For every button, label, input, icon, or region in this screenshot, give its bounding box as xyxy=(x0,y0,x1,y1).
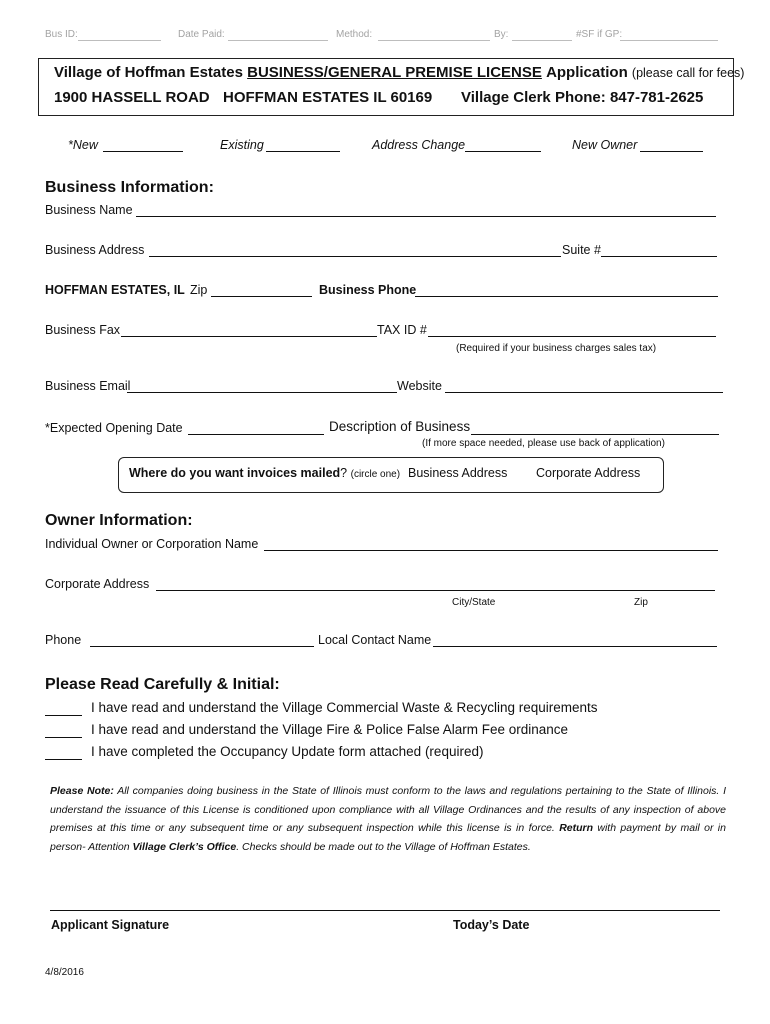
ack-false-alarm: I have read and understand the Village Fire & Police False Alarm Fee ordinance xyxy=(91,722,569,737)
website-label: Website xyxy=(397,379,442,393)
title-note: (please call for fees) xyxy=(631,66,745,80)
invoice-option-business[interactable]: Business Address xyxy=(408,466,508,480)
description-note: (If more space needed, please use back of application) xyxy=(422,438,665,449)
date-paid-field[interactable] xyxy=(228,40,328,41)
business-fax-label: Business Fax xyxy=(45,323,121,337)
owner-info-heading: Owner Information: xyxy=(45,512,193,529)
title-application: Application xyxy=(546,64,628,81)
suite-field[interactable] xyxy=(601,256,717,257)
business-email-field[interactable] xyxy=(127,392,397,393)
by-field[interactable] xyxy=(512,40,572,41)
business-phone-label: Business Phone xyxy=(319,283,417,297)
ack-waste-recycling: I have read and understand the Village Commercial Waste & Recycling requirements xyxy=(91,700,598,715)
method-field[interactable] xyxy=(378,40,490,41)
note-text-1: All companies doing business in the State of Illinois must conform to the laws and regulations pertaining to the State of Illinois. I understand the issuance of this License is conditioned upon compliance with all Village Ordinances and the results of any inspection of above premises at this time or any subsequent time or any subsequent inspection while this license is in force. xyxy=(50,785,726,834)
please-note-paragraph xyxy=(50,782,726,856)
initial-heading: Please Read Carefully & Initial: xyxy=(45,676,280,693)
invoice-mailing-box xyxy=(118,457,664,493)
header-city: HOFFMAN ESTATES IL 60169 xyxy=(223,89,433,106)
business-name-label: Business Name xyxy=(45,203,133,217)
zip-caption: Zip xyxy=(634,597,648,608)
note-office: Village Clerk’s Office xyxy=(132,840,237,853)
invoice-option-corporate[interactable]: Corporate Address xyxy=(536,466,641,480)
sf-gp-label: #SF if GP: xyxy=(576,29,623,40)
business-address-label: Business Address xyxy=(45,243,145,257)
note-label: Please Note: xyxy=(50,785,114,797)
owner-name-label: Individual Owner or Corporation Name xyxy=(45,537,259,551)
tax-id-field[interactable] xyxy=(428,336,716,337)
ack-occupancy-update: I have completed the Occupancy Update form attached (required) xyxy=(91,744,484,759)
form-title xyxy=(54,64,744,81)
tax-id-note: (Required if your business charges sales tax) xyxy=(456,343,657,354)
business-fax-field[interactable] xyxy=(121,336,377,337)
type-address-change-field[interactable] xyxy=(465,151,541,152)
header-address: 1900 HASSELL ROAD xyxy=(54,89,210,106)
corporate-address-field[interactable] xyxy=(156,590,715,591)
type-existing-label: Existing xyxy=(220,138,264,152)
by-label: By: xyxy=(494,29,509,40)
invoice-question-mark: ? xyxy=(340,466,348,480)
opening-date-field[interactable] xyxy=(188,434,324,435)
type-existing-field[interactable] xyxy=(266,151,340,152)
date-paid-label: Date Paid: xyxy=(178,29,225,40)
opening-date-label: *Expected Opening Date xyxy=(45,421,183,435)
initial-field-alarm[interactable] xyxy=(45,737,82,738)
bus-id-field[interactable] xyxy=(78,40,161,41)
method-label: Method: xyxy=(336,29,373,40)
zip-field[interactable] xyxy=(211,296,312,297)
title-prefix: Village of Hoffman Estates xyxy=(54,64,243,81)
type-new-owner-label: New Owner xyxy=(572,138,638,152)
type-new-field[interactable] xyxy=(103,151,183,152)
business-info-heading: Business Information: xyxy=(45,179,214,196)
initial-field-occupancy[interactable] xyxy=(45,759,82,760)
local-contact-field[interactable] xyxy=(433,646,717,647)
license-header xyxy=(38,58,745,116)
initial-field-waste[interactable] xyxy=(45,715,82,716)
owner-phone-field[interactable] xyxy=(90,646,314,647)
invoice-question xyxy=(129,466,400,480)
note-text-3: . Checks should be made out to the Village of Hoffman Estates. xyxy=(236,840,531,853)
sf-gp-field[interactable] xyxy=(620,40,718,41)
type-new-label: *New xyxy=(68,138,98,152)
header-phone: Village Clerk Phone: 847-781-2625 xyxy=(461,89,704,106)
type-new-owner-field[interactable] xyxy=(640,151,703,152)
signature-line[interactable] xyxy=(50,910,720,911)
bus-id-label: Bus ID: xyxy=(45,29,78,40)
note-text-2: with payment by mail or in person- Attention xyxy=(50,822,726,853)
business-phone-field[interactable] xyxy=(415,296,718,297)
city-state-caption: City/State xyxy=(452,597,496,608)
note-return: Return xyxy=(559,822,594,834)
business-address-field[interactable] xyxy=(149,256,561,257)
invoice-question-text: Where do you want invoices mailed xyxy=(129,466,341,480)
invoice-circle-note: (circle one) xyxy=(350,469,401,480)
zip-label: Zip xyxy=(190,283,208,297)
business-name-field[interactable] xyxy=(136,216,716,217)
tax-id-label: TAX ID # xyxy=(377,323,427,337)
business-city-state: HOFFMAN ESTATES, IL xyxy=(45,283,185,297)
owner-phone-label: Phone xyxy=(45,633,82,647)
title-license: BUSINESS/GENERAL PREMISE LICENSE xyxy=(247,64,542,81)
applicant-signature-label: Applicant Signature xyxy=(51,918,170,932)
type-address-change-label: Address Change xyxy=(372,138,466,152)
business-email-label: Business Email xyxy=(45,379,131,393)
website-field[interactable] xyxy=(445,392,723,393)
description-label: Description of Business xyxy=(329,419,471,434)
local-contact-label: Local Contact Name xyxy=(318,633,432,647)
suite-label: Suite # xyxy=(562,243,601,257)
todays-date-label: Today’s Date xyxy=(453,918,530,932)
owner-name-field[interactable] xyxy=(264,550,718,551)
description-field[interactable] xyxy=(471,434,719,435)
revision-date: 4/8/2016 xyxy=(45,967,84,978)
corporate-address-label: Corporate Address xyxy=(45,577,150,591)
